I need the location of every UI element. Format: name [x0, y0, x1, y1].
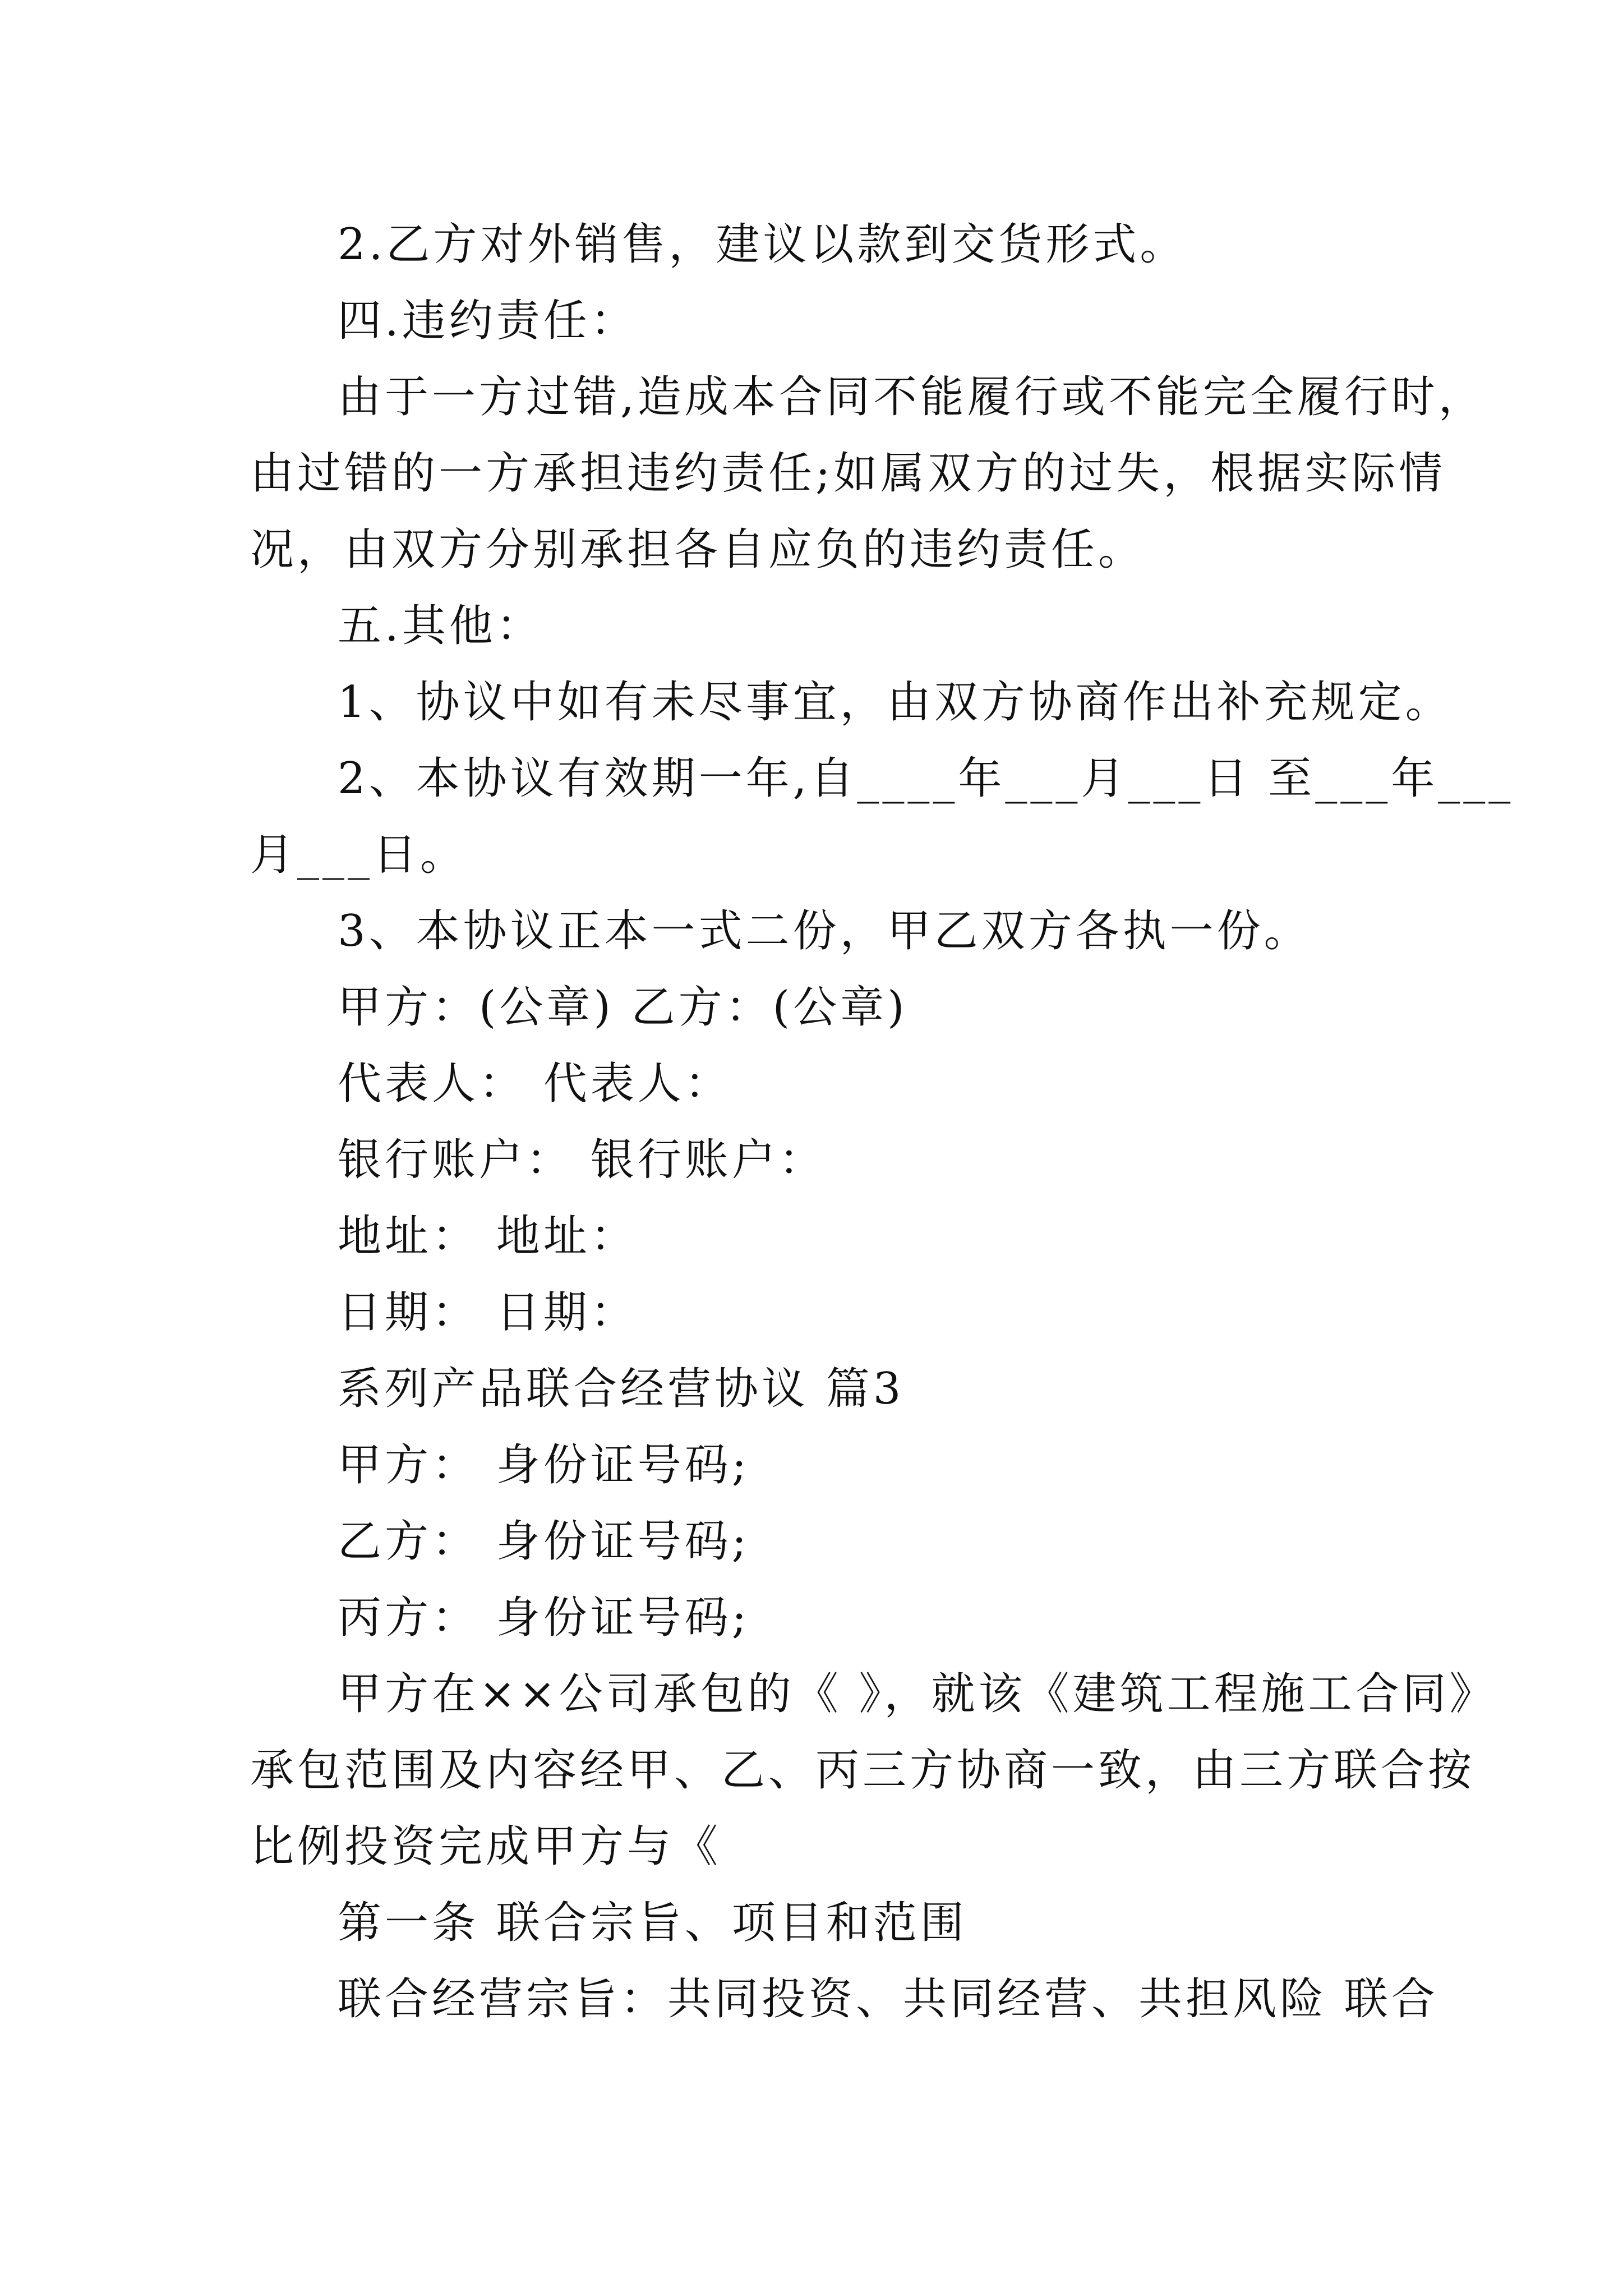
- text-line: 况，由双方分别承担各自应负的违约责任。: [250, 524, 1146, 575]
- agreement-title: 系列产品联合经营协议 篇3: [338, 1364, 905, 1414]
- text-line: 2.乙方对外销售，建议以款到交货形式。: [338, 219, 1187, 270]
- text-line: 月___日。: [250, 830, 468, 880]
- text-line: 比例投资完成甲方与《: [250, 1821, 722, 1872]
- party-line: 甲方： 身份证号码;: [338, 1440, 750, 1490]
- signature-line: 日期： 日期：: [338, 1287, 638, 1338]
- section-heading: 四.违约责任：: [338, 296, 638, 346]
- party-line: 乙方： 身份证号码;: [338, 1516, 750, 1567]
- text-line: 联合经营宗旨：共同投资、共同经营、共担风险 联合: [338, 1974, 1438, 2024]
- text-line: 甲方在××公司承包的《 》，就该《建筑工程施工合同》: [338, 1669, 1497, 1719]
- text-line: 由过错的一方承担违约责任;如属双方的过失，根据实际情: [250, 448, 1446, 499]
- document-body: [250, 206, 1514, 2037]
- article-heading: 第一条 联合宗旨、项目和范围: [338, 1898, 967, 1948]
- section-heading: 五.其他：: [338, 601, 543, 651]
- signature-line: 银行账户： 银行账户：: [338, 1135, 826, 1185]
- signature-line: 代表人： 代表人：: [338, 1059, 732, 1109]
- signature-line: 地址： 地址：: [338, 1211, 638, 1262]
- signature-line: 甲方：(公章) 乙方：(公章): [338, 982, 908, 1033]
- text-line: 3、本协议正本一式二份，甲乙双方各执一份。: [338, 906, 1311, 956]
- text-line: 1、协议中如有未尽事宜，由双方协商作出补充规定。: [338, 677, 1453, 728]
- party-line: 丙方： 身份证号码;: [338, 1593, 750, 1643]
- text-line: 承包范围及内容经甲、乙、丙三方协商一致，由三方联合按: [250, 1745, 1476, 1796]
- text-line: 由于一方过错,造成本合同不能履行或不能完全履行时，: [338, 372, 1486, 422]
- text-line: 2、本协议有效期一年,自____年___月___日 至___年___: [338, 753, 1514, 804]
